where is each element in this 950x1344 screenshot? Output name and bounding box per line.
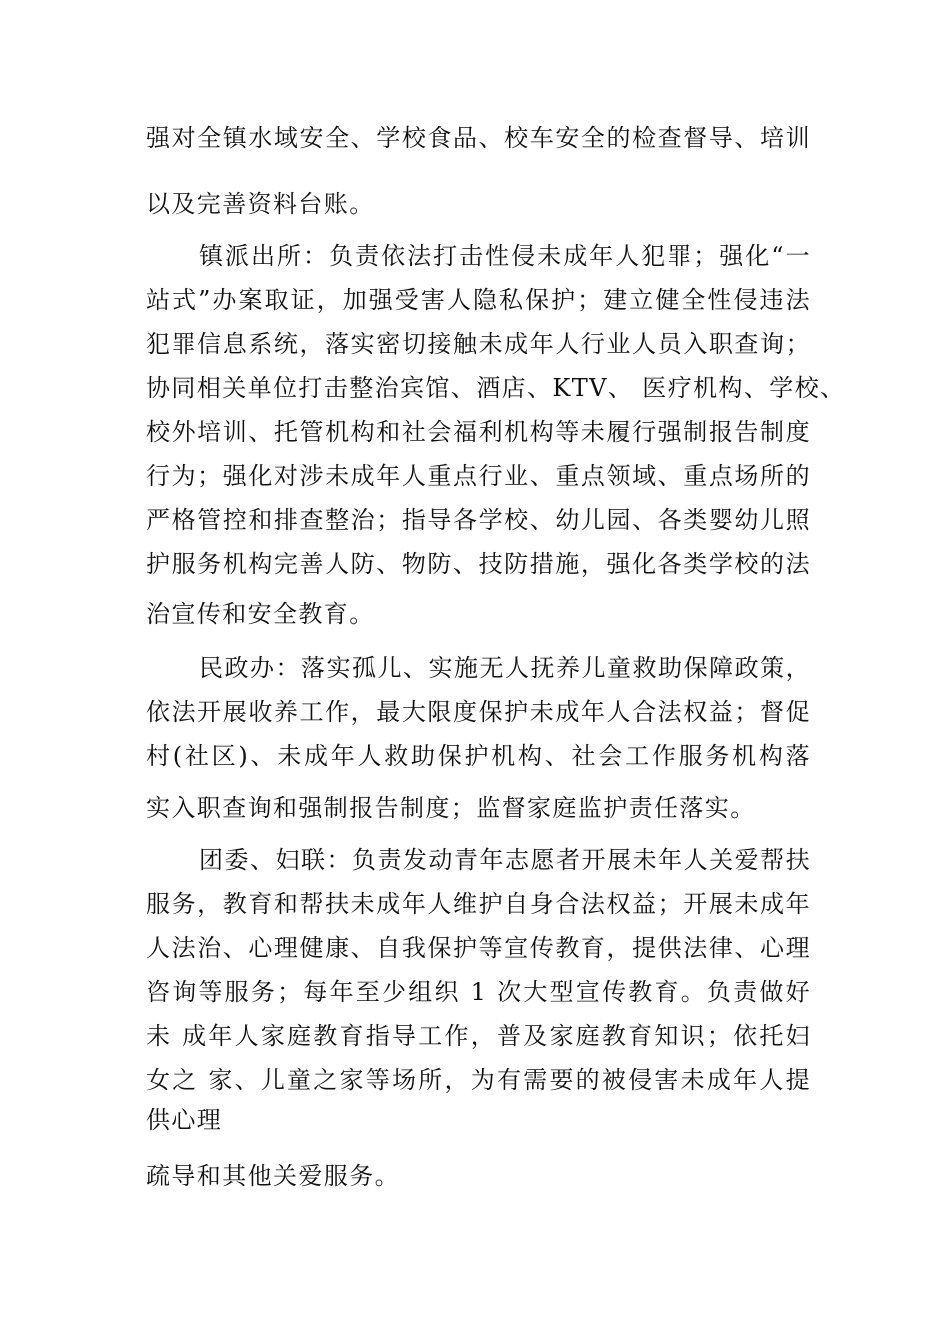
text-line: 犯罪信息系统，落实密切接触未成年人行业人员入职查询；: [146, 330, 811, 358]
text-line: 护服务机构完善人防、物防、技防措施，强化各类学校的法: [146, 550, 811, 578]
text-line: 疏导和其他关爱服务。: [146, 1162, 400, 1190]
paragraph-start-line: 民政办：落实孤儿、实施无人抚养儿童救助保障政策，: [199, 654, 811, 682]
text-line: 治宣传和安全教育。: [146, 600, 375, 628]
text-line: 供心理: [146, 1106, 223, 1134]
text-line: 行为；强化对涉未成年人重点行业、重点领域、重点场所的: [146, 462, 811, 490]
text-line: 未 成年人家庭教育指导工作，普及家庭教育知识；依托妇: [146, 1022, 811, 1050]
text-line: 校外培训、托管机构和社会福利机构等未履行强制报告制度: [146, 418, 811, 446]
text-line: 女之 家、儿童之家等场所，为有需要的被侵害未成年人提: [146, 1066, 811, 1094]
text-line: 实入职查询和强制报告制度；监督家庭监护责任落实。: [146, 794, 756, 822]
text-line: 以及完善资料台账。: [146, 190, 375, 218]
text-line: 协同相关单位打击整治宾馆、酒店、KTV、 医疗机构、学校、: [146, 374, 846, 402]
text-line: 严格管控和排查整治；指导各学校、幼儿园、各类婴幼儿照: [146, 506, 811, 534]
text-line: 依法开展收养工作，最大限度保护未成年人合法权益；督促: [146, 698, 811, 726]
text-line: 人法治、心理健康、自我保护等宣传教育，提供法律、心理: [146, 934, 811, 962]
text-line: 服务，教育和帮扶未成年人维护自身合法权益；开展未成年: [146, 890, 811, 918]
paragraph-start-line: 镇派出所：负责依法打击性侵未成年人犯罪；强化“一: [199, 242, 811, 270]
text-line: 村(社区)、未成年人救助保护机构、社会工作服务机构落: [146, 742, 811, 770]
text-line: 强对全镇水域安全、学校食品、校车安全的检查督导、培训: [146, 124, 811, 152]
text-line: 咨询等服务；每年至少组织 1 次大型宣传教育。负责做好: [146, 978, 811, 1006]
text-line: 站式”办案取证，加强受害人隐私保护；建立健全性侵违法: [146, 286, 811, 314]
paragraph-start-line: 团委、妇联：负责发动青年志愿者开展未年人关爱帮扶: [199, 846, 811, 874]
